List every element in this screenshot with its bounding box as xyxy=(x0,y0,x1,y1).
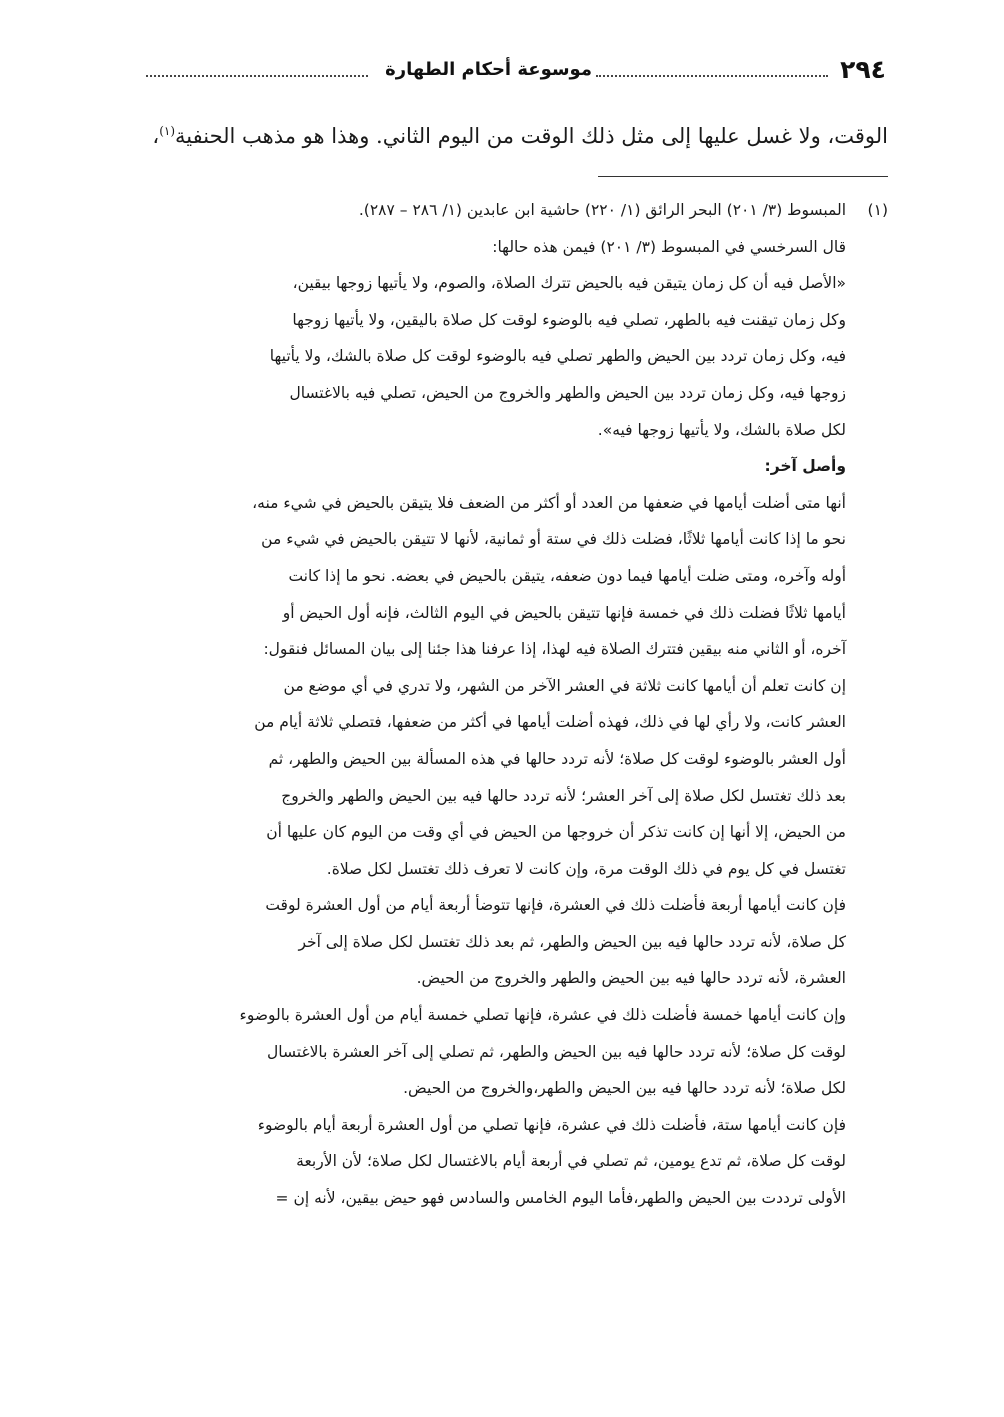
footnote-reference[interactable]: (١) xyxy=(159,124,176,138)
footnote-line: «الأصل فيه أن كل زمان يتيقن فيه بالحيض تترك الصلاة، والصوم، ولا يأتيها زوجها بيقين، xyxy=(292,274,846,293)
footnote-line: زوجها فيه، وكل زمان تردد بين الحيض والطهر والخروج من الحيض، تصلي فيه بالاغتسال xyxy=(289,383,846,402)
footnote-line: وكل زمان تيقنت فيه بالطهر، تصلي فيه بالوضوء لوقت كل صلاة باليقين، ولا يأتيها زوجها xyxy=(292,310,846,329)
footnote-line: أول العشر بالوضوء لوقت كل صلاة؛ لأنه تردد حالها في هذه المسألة بين الحيض والطهر، ثم xyxy=(268,749,846,768)
footnote-line: وإن كانت أيامها خمسة فأضلت ذلك في عشرة، فإنها تصلي خمسة أيام من أول العشرة بالوضوء xyxy=(239,1006,846,1025)
main-text-line xyxy=(128,110,888,157)
book-title: موسوعة أحكام الطهارة xyxy=(385,59,592,80)
footnote-subheading: وأصل آخر: xyxy=(764,457,846,476)
header-dotted-rule-left xyxy=(146,75,368,77)
footnote-line: نحو ما إذا كانت أيامها ثلاثًا، فضلت ذلك في ستة أو ثمانية، لأنها لا تتيقن بالحيض في شيء من xyxy=(261,530,846,549)
footnote-line: لوقت كل صلاة، ثم تدع يومين، ثم تصلي في أربعة أيام بالاغتسال لكل صلاة؛ لأن الأربعة xyxy=(296,1152,846,1171)
footnote-line: لكل صلاة؛ لأنه تردد حالها فيه بين الحيض والطهر،والخروج من الحيض. xyxy=(403,1079,846,1098)
page-header xyxy=(146,48,888,96)
footnote-line: أنها متى أضلت أيامها في ضعفها من العدد أو أكثر من الضعف فلا يتيقن بالحيض في شيء منه، xyxy=(252,493,846,512)
footnote-line xyxy=(146,192,888,229)
footnote-line: العشرة، لأنه تردد حالها فيه بين الحيض والطهر والخروج من الحيض. xyxy=(416,969,846,988)
footnote-line: كل صلاة، لأنه تردد حالها فيه بين الحيض والطهر، ثم بعد ذلك تغتسل لكل صلاة إلى آخر xyxy=(298,932,846,951)
footnote-line: الأولى ترددت بين الحيض والطهر،فأما اليوم الخامس والسادس فهو حيض بيقين، لأنه إن = xyxy=(275,1189,846,1208)
page-number: ٢٩٤ xyxy=(840,55,886,84)
main-text-body: الوقت، ولا غسل عليها إلى مثل ذلك الوقت من اليوم الثاني. وهذا هو مذهب الحنفية xyxy=(175,124,888,148)
footnote-number: (١) xyxy=(867,201,888,219)
footnote-line: لكل صلاة بالشك، ولا يأتيها زوجها فيه». xyxy=(597,420,846,439)
footnote-line: بعد ذلك تغتسل لكل صلاة إلى آخر العشر؛ لأنه تردد حالها فيه بين الحيض والطهر والخروج xyxy=(281,786,846,805)
footnote-line: أيامها ثلاثًا فضلت ذلك في خمسة فإنها تتيقن بالحيض في اليوم الثالث، فإنه أول الحيض أو xyxy=(282,603,846,622)
footnote-line: قال السرخسي في المبسوط (٣/ ٢٠١) فيمن هذه حالها: xyxy=(492,237,846,256)
footnote-line-text: المبسوط (٣/ ٢٠١) البحر الرائق (١/ ٢٢٠) حاشية ابن عابدين (١/ ٢٨٦ – ٢٨٧). xyxy=(358,201,846,219)
footnote-line: آخره، أو الثاني منه بيقين فتترك الصلاة فيه لهذا، إذا عرفنا هذا جئنا إلى بيان المسائل فنقول: xyxy=(263,640,846,659)
footnote-block xyxy=(146,192,888,1217)
footnote-line: فإن كانت أيامها ستة، فأضلت ذلك في عشرة، فإنها تصلي من أول العشرة أربعة أيام بالوضوء xyxy=(257,1115,846,1134)
footnote-line: لوقت كل صلاة؛ لأنه تردد حالها فيه بين الحيض والطهر، ثم تصلي إلى آخر العشرة بالاغتسال xyxy=(267,1042,846,1061)
footnote-line: تغتسل في كل يوم في ذلك الوقت مرة، وإن كانت لا تعرف ذلك تغتسل لكل صلاة. xyxy=(326,859,846,878)
header-dotted-rule-right xyxy=(596,75,828,77)
footnote-line: العشر كانت، ولا رأي لها في ذلك، فهذه أضلت أيامها في أكثر من ضعفها، فتصلي ثلاثة أيام من xyxy=(254,713,846,732)
main-text-trailing: ، xyxy=(152,124,160,148)
footnote-line: فإن كانت أيامها أربعة فأضلت ذلك في العشرة، فإنها تتوضأ أربعة أيام من أول العشرة لوقت xyxy=(265,896,846,915)
footnote-line: فيه، وكل زمان تردد بين الحيض والطهر تصلي فيه بالوضوء لوقت كل صلاة بالشك، ولا يأتيها xyxy=(269,347,846,366)
footnote-line: إن كانت تعلم أن أيامها كانت ثلاثة في العشر الآخر من الشهر، ولا تدري في أي موضع من xyxy=(283,676,846,695)
footnote-line: أوله وآخره، ومتى ضلت أيامها فيما دون ضعفه، يتيقن بالحيض في بعضه. نحو ما إذا كانت xyxy=(288,566,846,585)
footnote-separator xyxy=(598,176,888,177)
footnote-line: من الحيض، إلا أنها إن كانت تذكر أن خروجها من الحيض في أي وقت من اليوم كان عليها أن xyxy=(266,823,846,842)
